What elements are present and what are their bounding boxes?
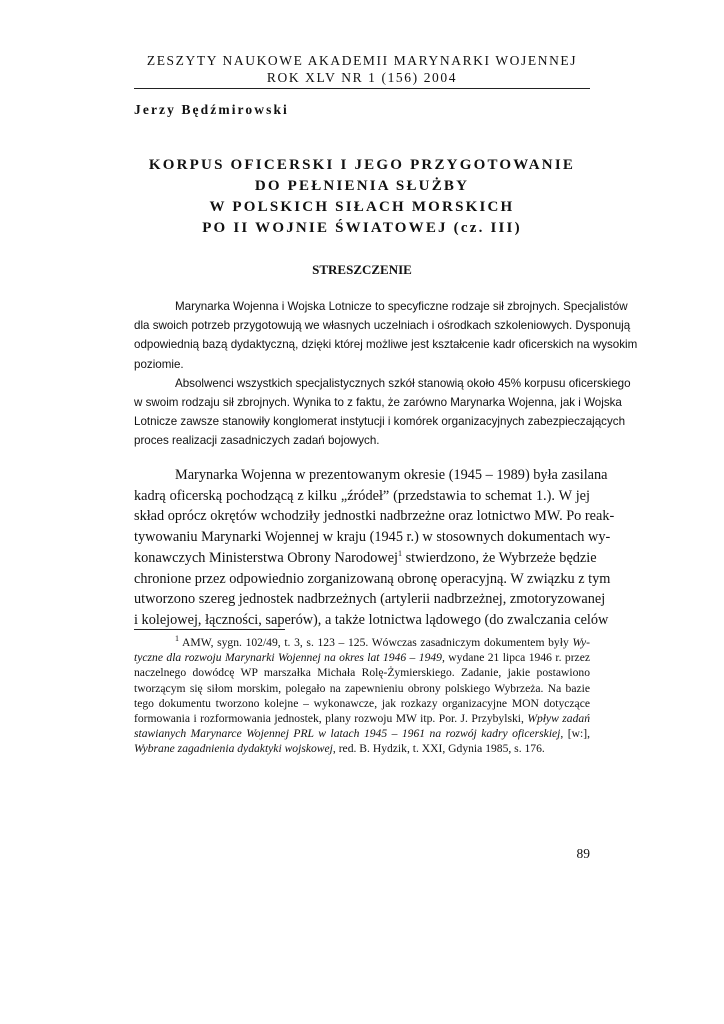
footnote-line [134, 711, 590, 726]
footnote-line [134, 635, 590, 650]
body-line [134, 548, 597, 569]
footnote-line: tego dokumentu tworzono kolejne – wykonawcze, jak rozkazy organizacyjne MON dotyczące [134, 696, 590, 710]
footnote-text: , [w:], [560, 727, 590, 741]
abstract-line: proces realizacji zasadniczych zadań bojowych. [134, 434, 380, 448]
footnote-marker: 1 [175, 634, 179, 644]
footnote-text: formowania i rozformowania jednostek, plany rozwoju MW itp. Por. J. Przybylski, [134, 712, 528, 726]
abstract-line: odpowiednią bazą dydaktyczną, dzięki której możliwe jest kształcenie kadr oficerskich na wysokim [134, 338, 638, 352]
footnote-italic: Wpływ zadań [527, 712, 590, 726]
abstract-line: Absolwenci wszystkich specjalistycznych szkół stanowią około 45% korpusu oficerskiego [175, 376, 631, 390]
footnote-text: wydane 21 lipca 1946 r. przez [444, 651, 590, 665]
abstract-line: dla swoich potrzeb przygotowują we własnych uczelniach i ośrodkach szkoleniowych. Dysponują [134, 319, 631, 333]
title-line: W POLSKICH SIŁACH MORSKICH [209, 199, 515, 215]
footnote-reference[interactable]: 1 [398, 549, 403, 559]
article-title [134, 155, 590, 239]
body-line: chronione przez odpowiednio zorganizowaną obronę operacyjną. W związku z tym [134, 570, 611, 587]
footnote-italic: Wybrane zagadnienia dydaktyki wojskowej [134, 742, 333, 756]
journal-title: ZESZYTY NAUKOWE AKADEMII MARYNARKI WOJENNEJ [146, 53, 578, 68]
body-paragraph [134, 465, 615, 631]
title-line: DO PEŁNIENIA SŁUŻBY [254, 178, 470, 194]
abstract-line: Marynarka Wojenna i Wojska Lotnicze to specyficzne rodzaje sił zbrojnych. Specjalistów [175, 300, 628, 313]
abstract-heading: STRESZCZENIE [312, 262, 412, 277]
footnote-line: tworzącym się siłom morskim, polegało na zapewnieniu obrony polskiego Wybrzeża. Na bazie [134, 681, 590, 695]
footnote-line: naczelnego dowódcę WP marszałka Michała Rolę-Żymierskiego. Zadanie, jakie postawiono [134, 666, 590, 680]
title-line: PO II WOJNIE ŚWIATOWEJ (cz. III) [202, 220, 522, 236]
body-line-part: konawczych Ministerstwa Obrony Narodowej [134, 549, 399, 566]
footnote-line [134, 726, 590, 741]
footnote-italic: tyczne dla rozwoju Marynarki Wojennej na okres lat 1946 – 1949, [134, 651, 445, 665]
body-line: kadrą oficerską pochodzącą z kilku „źródeł” (przedstawia to schemat 1.). W jej [134, 487, 590, 504]
footnote-text: , red. B. Hydzik, t. XXI, Gdynia 1985, s. 176. [332, 742, 545, 756]
abstract-line: poziomie. [134, 357, 184, 371]
journal-header [134, 52, 590, 86]
body-line: tywowaniu Marynarki Wojennej w kraju (1945 r.) w stosownych dokumentach wy- [134, 529, 611, 546]
title-line: KORPUS OFICERSKI I JEGO PRZYGOTOWANIE [148, 157, 576, 173]
abstract-line: w swoim rodzaju sił zbrojnych. Wynika to z faktu, że zarówno Marynarka Wojenna, jak i Wojska [134, 396, 622, 410]
body-line: i kolejowej, łączności, saperów), a także lotnictwa lądowego (do zwalczania celów [134, 611, 609, 628]
author-name: Jerzy Będźmirowski [134, 102, 289, 117]
footnote-italic: Wy- [572, 636, 590, 649]
body-line-part: stwierdzono, że Wybrzeże będzie [402, 549, 597, 566]
footnote-text: AMW, sygn. 102/49, t. 3, s. 123 – 125. Wówczas zasadniczym dokumentem były [179, 636, 573, 649]
footnote-rule [134, 629, 285, 630]
footnote-italic: stawianych Marynarce Wojennej PRL w latach 1945 – 1961 na rozwój kadry oficerskiej [134, 727, 561, 741]
body-line: utworzono szereg jednostek nadbrzeżnych (artylerii nadbrzeżnej, zmotoryzowanej [134, 591, 606, 608]
body-line: skład oprócz okrętów wchodziły jednostki nadbrzeżne oraz lotnictwo MW. Po reak- [134, 508, 615, 525]
footnote [134, 635, 590, 757]
footnote-line [134, 650, 590, 665]
abstract-text [134, 297, 638, 451]
footnote-line [134, 741, 590, 756]
abstract-line: Lotnicze zawsze stanowiły konglomerat instytucji i komórek organizacyjnych zabezpieczających [134, 415, 626, 429]
body-line: Marynarka Wojenna w prezentowanym okresie (1945 – 1989) była zasilana [175, 467, 608, 483]
journal-issue: ROK XLV NR 1 (156) 2004 [266, 70, 458, 85]
header-rule [134, 88, 590, 89]
page-number: 89 [576, 846, 590, 861]
